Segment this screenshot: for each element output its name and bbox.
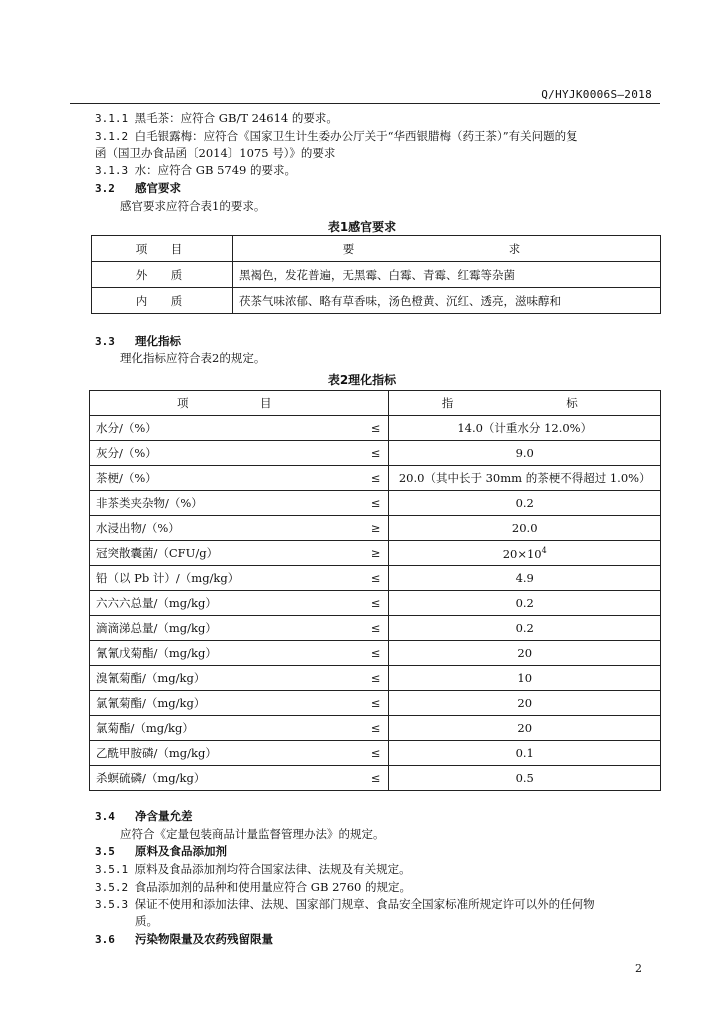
table-row (90, 741, 661, 766)
table-row (90, 566, 661, 591)
table-row (90, 441, 661, 466)
row-symbol: ≤ (344, 766, 389, 791)
section-3-5-heading: 3.5 原料及食品添加剂 (95, 844, 228, 858)
table-row (90, 541, 661, 566)
table-row (92, 262, 661, 288)
row-value: 0.1 (389, 741, 661, 766)
row-symbol: ≥ (344, 541, 389, 566)
row-name: 水分/（%） (90, 416, 345, 441)
table-row (92, 288, 661, 314)
header-index: 指 标 (389, 391, 661, 416)
row-value: 20.0 (389, 516, 661, 541)
row-value: 0.2 (389, 616, 661, 641)
table-row (90, 641, 661, 666)
header-requirement: 要 求 (233, 236, 661, 262)
table-row (90, 691, 661, 716)
row-item: 外 质 (92, 262, 233, 288)
row-name: 铅（以 Pb 计）/（mg/kg） (90, 566, 345, 591)
section-3-2-heading: 3.2 感官要求 (95, 181, 182, 195)
row-value: 14.0（计重水分 12.0%） (389, 416, 661, 441)
row-value: 4.9 (389, 566, 661, 591)
row-symbol: ≥ (344, 516, 389, 541)
clause-3-5-3-cont: 质。 (135, 914, 158, 928)
clause-3-5-3: 3.5.3 保证不使用和添加法律、法规、国家部门规章、食品安全国家标准所规定许可以外的任何物 (95, 897, 595, 911)
row-name: 灰分/（%） (90, 441, 345, 466)
row-name: 非茶类夹杂物/（%） (90, 491, 345, 516)
row-value: 10 (389, 666, 661, 691)
row-symbol: ≤ (344, 491, 389, 516)
clause-3-5-2: 3.5.2 食品添加剂的品种和使用量应符合 GB 2760 的规定。 (95, 880, 412, 894)
table-row (90, 716, 661, 741)
row-name: 水浸出物/（%） (90, 516, 345, 541)
row-name: 茶梗/（%） (90, 466, 345, 491)
table-row (90, 766, 661, 791)
table-row (90, 591, 661, 616)
row-value: 0.5 (389, 766, 661, 791)
row-symbol: ≤ (344, 441, 389, 466)
row-name: 氯菊酯/（mg/kg） (90, 716, 345, 741)
table-row (90, 666, 661, 691)
row-value: 0.2 (389, 491, 661, 516)
row-value: $20\times 10^4$ (389, 541, 661, 566)
row-value-exponent: 4 (541, 545, 547, 555)
table-header-row (92, 236, 661, 262)
row-requirement: 黑褐色，发花普遍，无黑霉、白霉、青霉、红霉等杂菌 (233, 262, 661, 288)
row-value: 0.2 (389, 591, 661, 616)
section-3-2-text: 感官要求应符合表1的要求。 (120, 199, 266, 213)
row-name: 氯氰菊酯/（mg/kg） (90, 691, 345, 716)
clause-3-1-3: 3.1.3 水：应符合 GB 5749 的要求。 (95, 163, 297, 177)
row-symbol: ≤ (344, 466, 389, 491)
table2-caption: 表2理化指标 (327, 373, 397, 387)
row-symbol: ≤ (344, 616, 389, 641)
row-name: 滴滴涕总量/（mg/kg） (90, 616, 345, 641)
table-row (90, 416, 661, 441)
document-code: Q/HYJK0006S—2018 (541, 88, 652, 101)
row-name: 六六六总量/（mg/kg） (90, 591, 345, 616)
section-3-4-text: 应符合《定量包装商品计量监督管理办法》的规定。 (120, 827, 385, 841)
section-3-3-text: 理化指标应符合表2的规定。 (120, 351, 266, 365)
row-symbol: ≤ (344, 566, 389, 591)
row-name: 杀螟硫磷/（mg/kg） (90, 766, 345, 791)
table-row (90, 491, 661, 516)
physicochemical-table (89, 390, 661, 791)
sensory-table (91, 235, 661, 314)
row-symbol: ≤ (344, 641, 389, 666)
row-symbol: ≤ (344, 591, 389, 616)
table-row (90, 466, 661, 491)
row-value: 20.0（其中长于 30mm 的茶梗不得超过 1.0%） (389, 466, 661, 491)
clause-3-1-1: 3.1.1 黑毛茶：应符合 GB/T 24614 的要求。 (95, 111, 338, 125)
row-symbol: ≤ (344, 416, 389, 441)
row-name: 冠突散囊菌/（CFU/g） (90, 541, 345, 566)
row-symbol: ≤ (344, 666, 389, 691)
section-3-6-heading: 3.6 污染物限量及农药残留限量 (95, 932, 274, 946)
table-header-row (90, 391, 661, 416)
header-item: 项 目 (90, 391, 389, 416)
header-rule (70, 103, 660, 104)
page-number: 2 (635, 962, 642, 975)
row-requirement: 茯茶气味浓郁、略有草香味，汤色橙黄、沉红、透亮，滋味醇和 (233, 288, 661, 314)
clause-3-1-2-cont: 函（国卫办食品函〔2014〕1075 号）》的要求 (95, 146, 336, 160)
row-value: 20 (389, 691, 661, 716)
row-item: 内 质 (92, 288, 233, 314)
table1-caption: 表1感官要求 (327, 220, 397, 234)
row-name: 溴氰菊酯/（mg/kg） (90, 666, 345, 691)
clause-3-1-2: 3.1.2 白毛银露梅：应符合《国家卫生计生委办公厅关于“华西银腊梅（药王茶）”有关问题的复 (95, 129, 578, 143)
row-symbol: ≤ (344, 691, 389, 716)
row-symbol: ≤ (344, 741, 389, 766)
table-row (90, 616, 661, 641)
row-name: 乙酰甲胺磷/（mg/kg） (90, 741, 345, 766)
row-value: 20 (389, 641, 661, 666)
row-symbol: ≤ (344, 716, 389, 741)
section-3-4-heading: 3.4 净含量允差 (95, 809, 193, 823)
table-row (90, 516, 661, 541)
row-value: 20 (389, 716, 661, 741)
section-3-3-heading: 3.3 理化指标 (95, 334, 182, 348)
row-value: 9.0 (389, 441, 661, 466)
row-name: 氰氰戊菊酯/（mg/kg） (90, 641, 345, 666)
header-item: 项 目 (92, 236, 233, 262)
clause-3-5-1: 3.5.1 原料及食品添加剂均符合国家法律、法规及有关规定。 (95, 862, 411, 876)
